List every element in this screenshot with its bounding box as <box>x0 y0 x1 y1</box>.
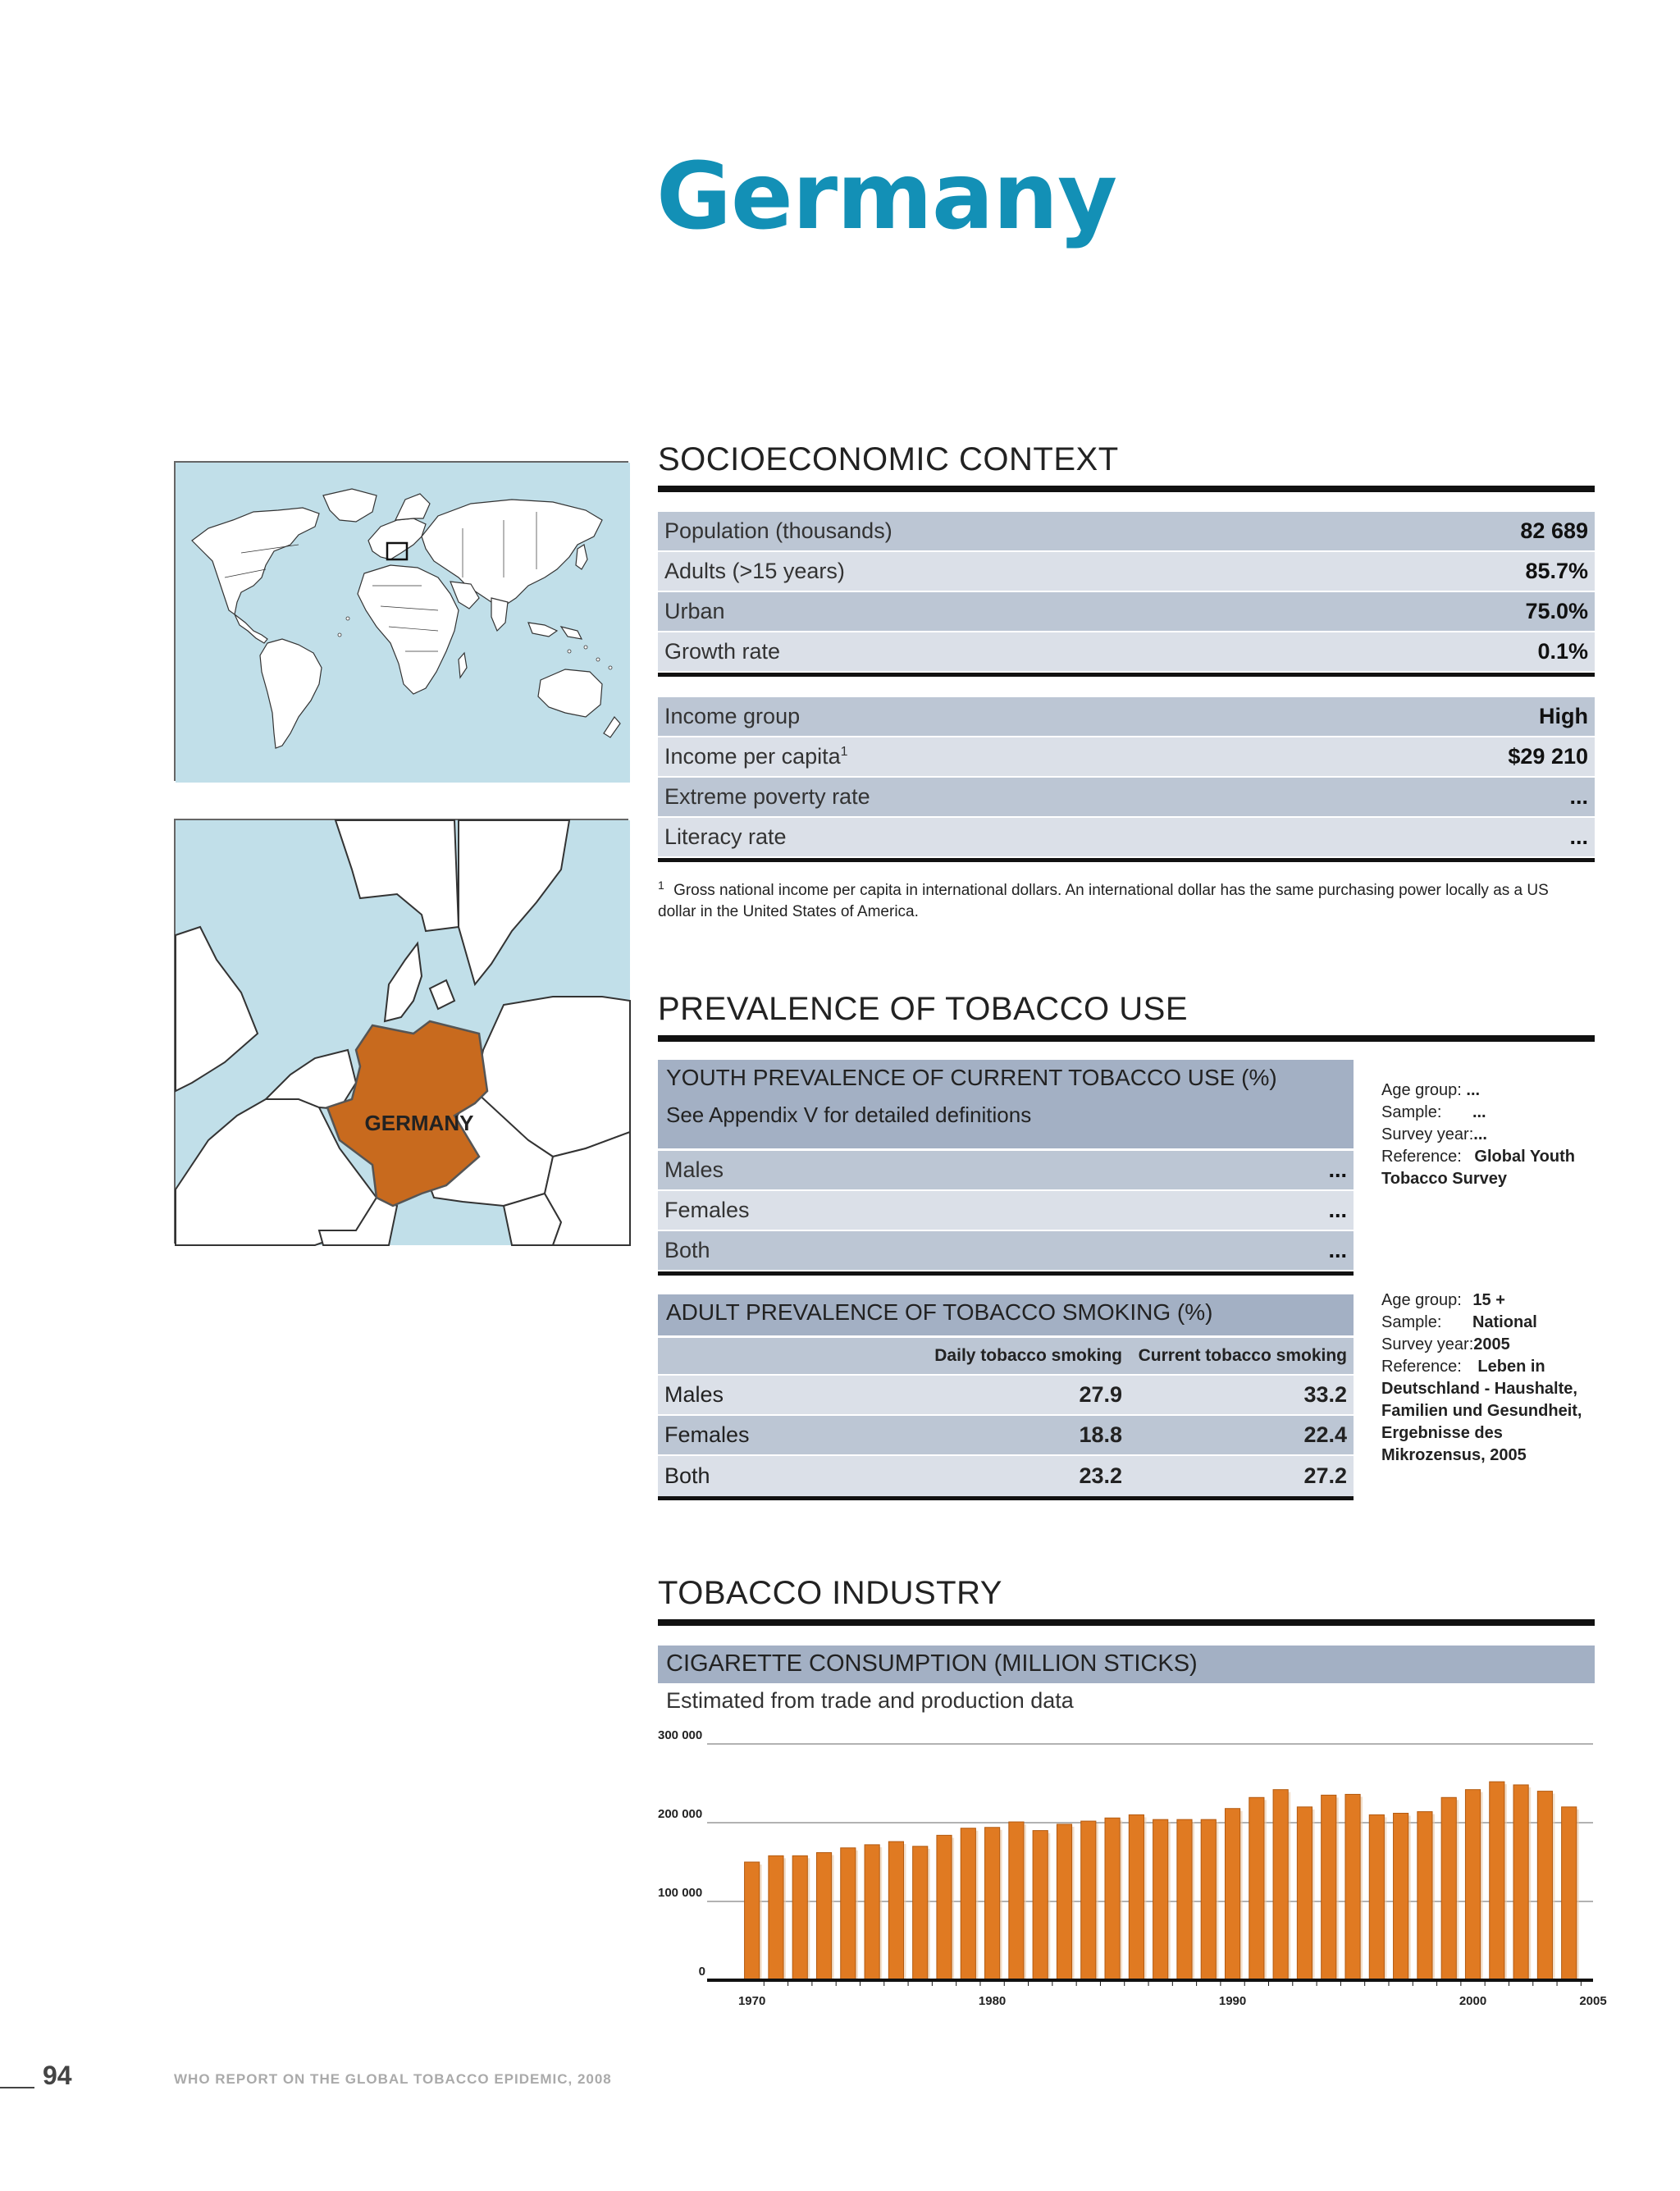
stat-value: High <box>1539 704 1588 728</box>
bar <box>1465 1790 1480 1980</box>
table-bottom-rule <box>658 858 1595 862</box>
chart-title: CIGARETTE CONSUMPTION (MILLION STICKS) <box>658 1646 1595 1683</box>
stat-label: Adults (>15 years) <box>664 559 845 583</box>
bar <box>1369 1814 1384 1980</box>
prevalence-heading: PREVALENCE OF TOBACCO USE <box>658 991 1188 1027</box>
adult-row-daily: 23.2 <box>1079 1463 1122 1488</box>
adult-row-label: Both <box>664 1463 710 1488</box>
bar <box>792 1856 807 1980</box>
footer-rule <box>0 2087 34 2088</box>
industry-heading: TOBACCO INDUSTRY <box>658 1575 1002 1611</box>
meta-label: Age group: <box>1381 1081 1462 1099</box>
x-tick-label: 1990 <box>1218 1994 1247 2008</box>
bar <box>1513 1785 1528 1980</box>
adult-row-label: Males <box>664 1382 724 1407</box>
consumption-chart <box>655 1728 1607 2018</box>
bar <box>1249 1797 1264 1980</box>
bar <box>1153 1819 1168 1980</box>
stat-value: $29 210 <box>1508 744 1588 769</box>
bar <box>1009 1822 1024 1980</box>
meta-value: National <box>1472 1313 1537 1331</box>
meta-value: Leben in Deutschland - Haushalte, Familien und Gesundheit, Ergebnisse des Mikrozensus, 2005 <box>1381 1358 1582 1464</box>
y-tick-label: 200 000 <box>658 1807 703 1821</box>
youth-row-value: ... <box>1328 1198 1347 1222</box>
world-map <box>174 461 628 781</box>
x-tick-label: 2005 <box>1579 1994 1607 2008</box>
youth-table-title: YOUTH PREVALENCE OF CURRENT TOBACCO USE (%) <box>666 1065 1277 1090</box>
stat-row <box>658 512 1595 552</box>
stat-value: 75.0% <box>1525 599 1588 623</box>
stat-value: 82 689 <box>1520 518 1588 543</box>
stat-row <box>658 818 1595 858</box>
regional-map-graphic <box>176 820 630 1245</box>
bar <box>1033 1831 1048 1980</box>
meta-value: 2005 <box>1473 1335 1510 1353</box>
table-bottom-rule <box>658 673 1595 677</box>
x-tick-label: 2000 <box>1459 1994 1487 2008</box>
page-number: 94 <box>43 2061 72 2090</box>
bar <box>985 1828 1000 1980</box>
bar <box>1394 1813 1408 1980</box>
consumption-chart-svg <box>655 1728 1607 2018</box>
bar <box>1273 1790 1288 1980</box>
footnote <box>658 874 1560 923</box>
bar <box>1441 1797 1456 1980</box>
stat-label: Extreme poverty rate <box>664 784 870 809</box>
youth-row-value: ... <box>1328 1157 1347 1182</box>
youth-row-label: Females <box>664 1198 750 1222</box>
stat-label: Urban <box>664 599 725 623</box>
stat-row <box>658 697 1595 737</box>
youth-row <box>658 1231 1354 1271</box>
bar <box>1129 1814 1144 1980</box>
stat-row <box>658 737 1595 778</box>
bar <box>1562 1807 1577 1980</box>
table-bottom-rule <box>658 1496 1354 1500</box>
youth-row-value: ... <box>1328 1238 1347 1262</box>
adult-row-daily: 27.9 <box>1079 1382 1122 1407</box>
meta-label: Reference: <box>1381 1148 1462 1166</box>
bar <box>961 1828 975 1980</box>
regional-map <box>174 819 628 1244</box>
column-daily: Daily tobacco smoking <box>934 1346 1122 1365</box>
bar <box>937 1835 952 1980</box>
stat-label: Population (thousands) <box>664 518 892 543</box>
youth-row-label: Both <box>664 1238 710 1262</box>
meta-value: ... <box>1472 1103 1486 1121</box>
adult-table-title: ADULT PREVALENCE OF TOBACCO SMOKING (%) <box>658 1294 1354 1335</box>
adult-row-current: 27.2 <box>1303 1463 1347 1488</box>
stat-label-text: Income per capita <box>664 744 841 769</box>
stat-row <box>658 592 1595 632</box>
meta-label: Age group: <box>1381 1291 1462 1309</box>
socioeconomic-rule <box>658 486 1595 492</box>
stat-value: ... <box>1569 784 1588 809</box>
stat-row <box>658 552 1595 592</box>
bar <box>888 1842 903 1980</box>
youth-table-header <box>658 1060 1354 1148</box>
y-tick-label: 300 000 <box>658 1728 703 1742</box>
bar <box>1490 1782 1504 1980</box>
meta-value: ... <box>1466 1081 1481 1099</box>
meta-value: 15 + <box>1472 1291 1505 1309</box>
meta-label: Sample: <box>1381 1313 1442 1331</box>
stat-label: Growth rate <box>664 639 781 664</box>
bar <box>865 1845 879 1980</box>
stat-label <box>664 744 848 769</box>
bar <box>1081 1821 1096 1980</box>
table-bottom-rule <box>658 1271 1354 1276</box>
stat-label: Income group <box>664 704 801 728</box>
adult-row-current: 33.2 <box>1303 1382 1347 1407</box>
youth-survey-info <box>1381 1080 1595 1190</box>
stat-label: Literacy rate <box>664 824 787 849</box>
adult-prevalence-table <box>658 1294 1354 1500</box>
prevalence-rule <box>658 1035 1595 1042</box>
adult-row-current: 22.4 <box>1303 1422 1347 1447</box>
adult-row-label: Females <box>664 1422 750 1447</box>
y-tick-label: 0 <box>698 1965 705 1979</box>
youth-row <box>658 1151 1354 1191</box>
bar <box>1177 1819 1192 1980</box>
bar <box>1345 1794 1360 1980</box>
socioeconomic-table-1 <box>658 512 1595 677</box>
bar <box>841 1848 856 1980</box>
y-tick-label: 100 000 <box>658 1886 703 1900</box>
stat-row <box>658 632 1595 673</box>
bar <box>1201 1819 1216 1980</box>
footnote-mark: 1 <box>658 879 664 892</box>
x-tick-label: 1980 <box>978 1994 1007 2008</box>
socioeconomic-heading: SOCIOECONOMIC CONTEXT <box>658 441 1119 477</box>
meta-label: Survey year: <box>1381 1335 1474 1353</box>
stat-value: 0.1% <box>1537 639 1588 664</box>
stat-value: 85.7% <box>1525 559 1588 583</box>
page-title: Germany <box>656 144 1117 250</box>
meta-value: Global Youth Tobacco Survey <box>1381 1148 1575 1188</box>
bar <box>913 1846 928 1980</box>
bar <box>745 1862 760 1980</box>
industry-rule <box>658 1619 1595 1626</box>
bar <box>1537 1792 1552 1980</box>
stat-row <box>658 778 1595 818</box>
world-map-graphic <box>176 463 630 783</box>
bar <box>816 1852 831 1980</box>
adult-row-daily: 18.8 <box>1079 1422 1122 1447</box>
adult-row <box>658 1456 1354 1496</box>
youth-row <box>658 1191 1354 1231</box>
bar <box>1418 1812 1432 1980</box>
adult-table-column-headers <box>658 1338 1354 1376</box>
youth-table-subtitle: See Appendix V for detailed definitions <box>666 1102 1032 1127</box>
x-tick-label: 1970 <box>737 1994 766 2008</box>
adult-survey-info <box>1381 1289 1598 1467</box>
bar <box>1225 1809 1239 1980</box>
meta-value: ... <box>1473 1125 1487 1143</box>
bar <box>1322 1795 1336 1980</box>
footnote-marker: 1 <box>840 745 848 759</box>
bar <box>1297 1807 1312 1980</box>
meta-label: Sample: <box>1381 1103 1442 1121</box>
socioeconomic-table-2 <box>658 697 1595 862</box>
column-current: Current tobacco smoking <box>1138 1346 1347 1365</box>
youth-prevalence-table <box>658 1060 1354 1276</box>
bar <box>1057 1824 1071 1980</box>
footnote-text: Gross national income per capita in international dollars. An international dollar has the same purchasing power locally as a US dollar in the United States of America. <box>658 882 1549 921</box>
adult-row <box>658 1416 1354 1456</box>
adult-row <box>658 1376 1354 1416</box>
meta-label: Reference: <box>1381 1358 1462 1376</box>
bar <box>769 1856 783 1980</box>
youth-row-label: Males <box>664 1157 724 1182</box>
meta-label: Survey year: <box>1381 1125 1474 1143</box>
chart-subtitle: Estimated from trade and production data <box>666 1688 1074 1713</box>
stat-value: ... <box>1569 824 1588 849</box>
bar <box>1105 1818 1120 1980</box>
germany-label: GERMANY <box>364 1111 474 1135</box>
footer-text: WHO REPORT ON THE GLOBAL TOBACCO EPIDEMIC, 2008 <box>174 2071 612 2087</box>
